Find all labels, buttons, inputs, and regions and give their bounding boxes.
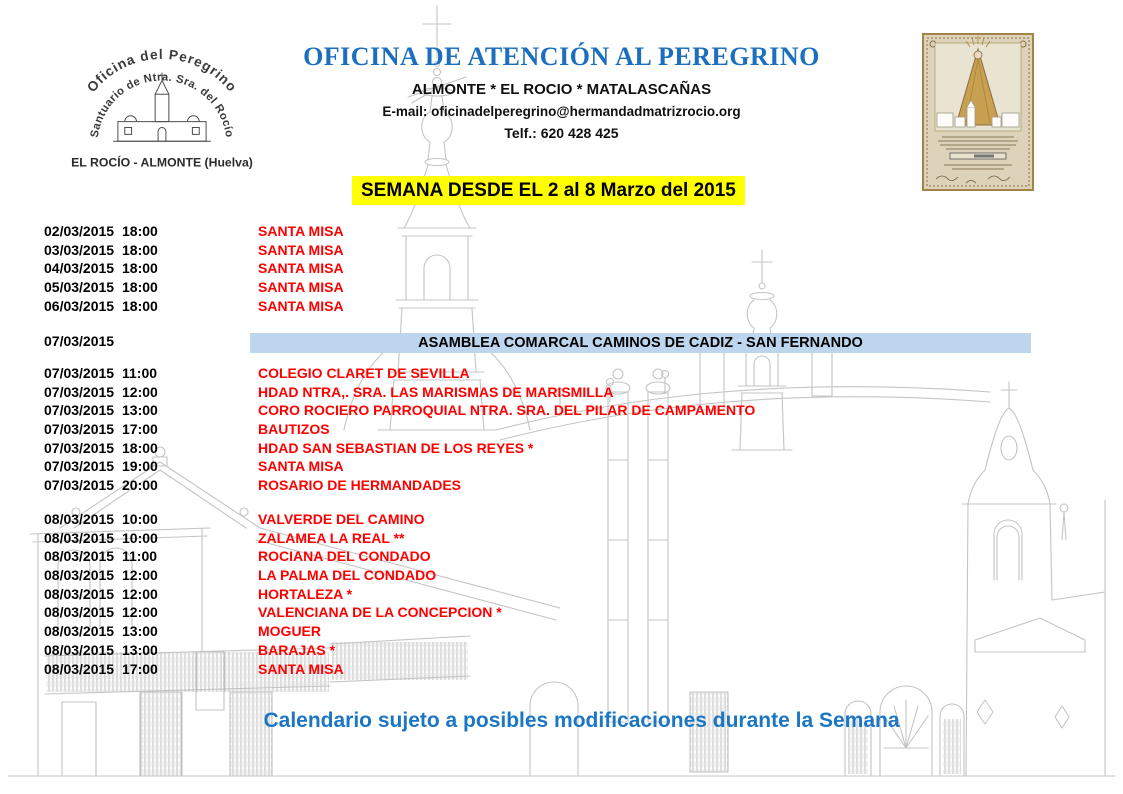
- row-event: LA PALMA DEL CONDADO: [258, 567, 437, 584]
- schedule-row: [0, 566, 1123, 585]
- schedule-row: [0, 603, 1123, 622]
- row-event: SANTA MISA: [258, 260, 344, 277]
- schedule-row: [0, 383, 1123, 402]
- row-event: SANTA MISA: [258, 458, 344, 475]
- schedule-row: [0, 420, 1123, 439]
- row-time: 18:00: [122, 223, 158, 239]
- row-time: 10:00: [122, 511, 158, 527]
- row-time: 12:00: [122, 585, 158, 602]
- row-event: SANTA MISA: [258, 223, 344, 239]
- phone-line: Telf.: 620 428 425: [504, 125, 619, 141]
- row-time: 20:00: [122, 477, 158, 494]
- assembly-highlight-bar: ASAMBLEA COMARCAL CAMINOS DE CADIZ - SAN FERNANDO: [250, 333, 1031, 353]
- row-date: 08/03/2015: [44, 660, 115, 677]
- row-date: 05/03/2015: [44, 279, 115, 296]
- row-time: 13:00: [122, 402, 158, 419]
- schedule-row: [0, 278, 1123, 297]
- row-date: 07/03/2015: [44, 477, 115, 494]
- schedule-row: [0, 457, 1123, 476]
- virgen-del-rocio-certificate-image: [922, 33, 1034, 191]
- row-time: 12:00: [122, 567, 158, 584]
- row-event: MOGUER: [258, 623, 321, 640]
- row-date: 08/03/2015: [44, 548, 115, 565]
- row-time: 12:00: [122, 604, 158, 621]
- row-time: 18:00: [122, 260, 158, 277]
- row-date: 07/03/2015: [44, 402, 115, 419]
- row-date: 04/03/2015: [44, 260, 115, 277]
- row-date: 08/03/2015: [44, 529, 115, 546]
- row-event: CORO ROCIERO PARROQUIAL NTRA. SRA. DEL PILAR DE CAMPAMENTO: [258, 402, 756, 419]
- row-event: BAUTIZOS: [258, 421, 330, 438]
- row-event: SANTA MISA: [258, 297, 344, 314]
- row-event: VALVERDE DEL CAMINO: [258, 511, 425, 527]
- row-time: 18:00: [122, 241, 158, 258]
- schedule-row: [0, 510, 1123, 529]
- row-time: 10:00: [122, 529, 158, 546]
- row-time: 17:00: [122, 660, 158, 677]
- schedule-row: [0, 660, 1123, 679]
- row-date: 08/03/2015: [44, 567, 115, 584]
- stamp-caption: EL ROCÍO - ALMONTE (Huelva): [71, 155, 253, 170]
- row-time: 18:00: [122, 439, 158, 456]
- row-event: ROSARIO DE HERMANDADES: [258, 477, 462, 494]
- row-date: 08/03/2015: [44, 623, 115, 640]
- row-event: HORTALEZA *: [258, 585, 353, 602]
- row-date: 07/03/2015: [44, 383, 115, 400]
- stamp-arc-inner-text: Santuario de Ntra. Sra. del Rocío: [88, 71, 236, 139]
- assembly-row: [0, 331, 1123, 353]
- schedule-weekdays: [0, 222, 1123, 315]
- schedule-row: [0, 476, 1123, 495]
- email-line: E-mail: oficinadelperegrino@hermandadmatrizrocio.org: [382, 104, 741, 119]
- schedule-sunday: [0, 510, 1123, 678]
- row-event: SANTA MISA: [258, 241, 344, 258]
- schedule-row: [0, 622, 1123, 641]
- schedule-row: [0, 439, 1123, 458]
- page-title: OFICINA DE ATENCIÓN AL PEREGRINO: [303, 42, 820, 71]
- schedule-row: [0, 529, 1123, 548]
- row-date: 02/03/2015: [44, 223, 115, 239]
- row-event: ROCIANA DEL CONDADO: [258, 548, 431, 565]
- schedule-row: [0, 297, 1123, 316]
- stamp-arc-outer-text: Oficina del Peregrino: [84, 46, 240, 95]
- row-date: 08/03/2015: [44, 585, 115, 602]
- row-time: 13:00: [122, 623, 158, 640]
- row-event: SANTA MISA: [258, 279, 344, 296]
- schedule-row: [0, 364, 1123, 383]
- schedule-row: [0, 259, 1123, 278]
- row-date: 07/03/2015: [44, 439, 115, 456]
- schedule-saturday: [0, 364, 1123, 495]
- row-date: 07/03/2015: [44, 421, 115, 438]
- row-time: 18:00: [122, 279, 158, 296]
- row-date: 07/03/2015: [44, 333, 115, 349]
- schedule-row: [0, 641, 1123, 660]
- row-time: 12:00: [122, 383, 158, 400]
- row-date: 08/03/2015: [44, 641, 115, 658]
- row-date: 06/03/2015: [44, 297, 115, 314]
- row-time: 11:00: [122, 548, 158, 565]
- row-time: 13:00: [122, 641, 158, 658]
- row-date: 03/03/2015: [44, 241, 115, 258]
- row-time: 17:00: [122, 421, 158, 438]
- schedule-row: [0, 222, 1123, 241]
- row-date: 08/03/2015: [44, 511, 115, 527]
- schedule-row: [0, 401, 1123, 420]
- header: [140, 42, 983, 142]
- row-date: 07/03/2015: [44, 458, 115, 475]
- row-event: BARAJAS *: [258, 641, 336, 658]
- row-time: 18:00: [122, 297, 158, 314]
- schedule-row: [0, 585, 1123, 604]
- row-time: 19:00: [122, 458, 158, 475]
- locations-line: ALMONTE * EL ROCIO * MATALASCAÑAS: [411, 81, 712, 98]
- row-event: HDAD NTRA,. SRA. LAS MARISMAS DE MARISMILLA: [258, 383, 614, 400]
- row-event: SANTA MISA: [258, 660, 344, 677]
- row-event: COLEGIO CLARET DE SEVILLA: [258, 365, 470, 381]
- row-date: 08/03/2015: [44, 604, 115, 621]
- row-date: 07/03/2015: [44, 365, 115, 381]
- week-banner: SEMANA DESDE EL 2 al 8 Marzo del 2015: [352, 176, 745, 205]
- row-event: HDAD SAN SEBASTIAN DE LOS REYES *: [258, 439, 534, 456]
- footer-note: Calendario sujeto a posibles modificaciones durante la Semana: [263, 709, 900, 732]
- row-event: ZALAMEA LA REAL **: [258, 529, 405, 546]
- row-time: 11:00: [122, 365, 158, 381]
- schedule-row: [0, 547, 1123, 566]
- row-event: VALENCIANA DE LA CONCEPCION *: [258, 604, 502, 621]
- schedule-row: [0, 241, 1123, 260]
